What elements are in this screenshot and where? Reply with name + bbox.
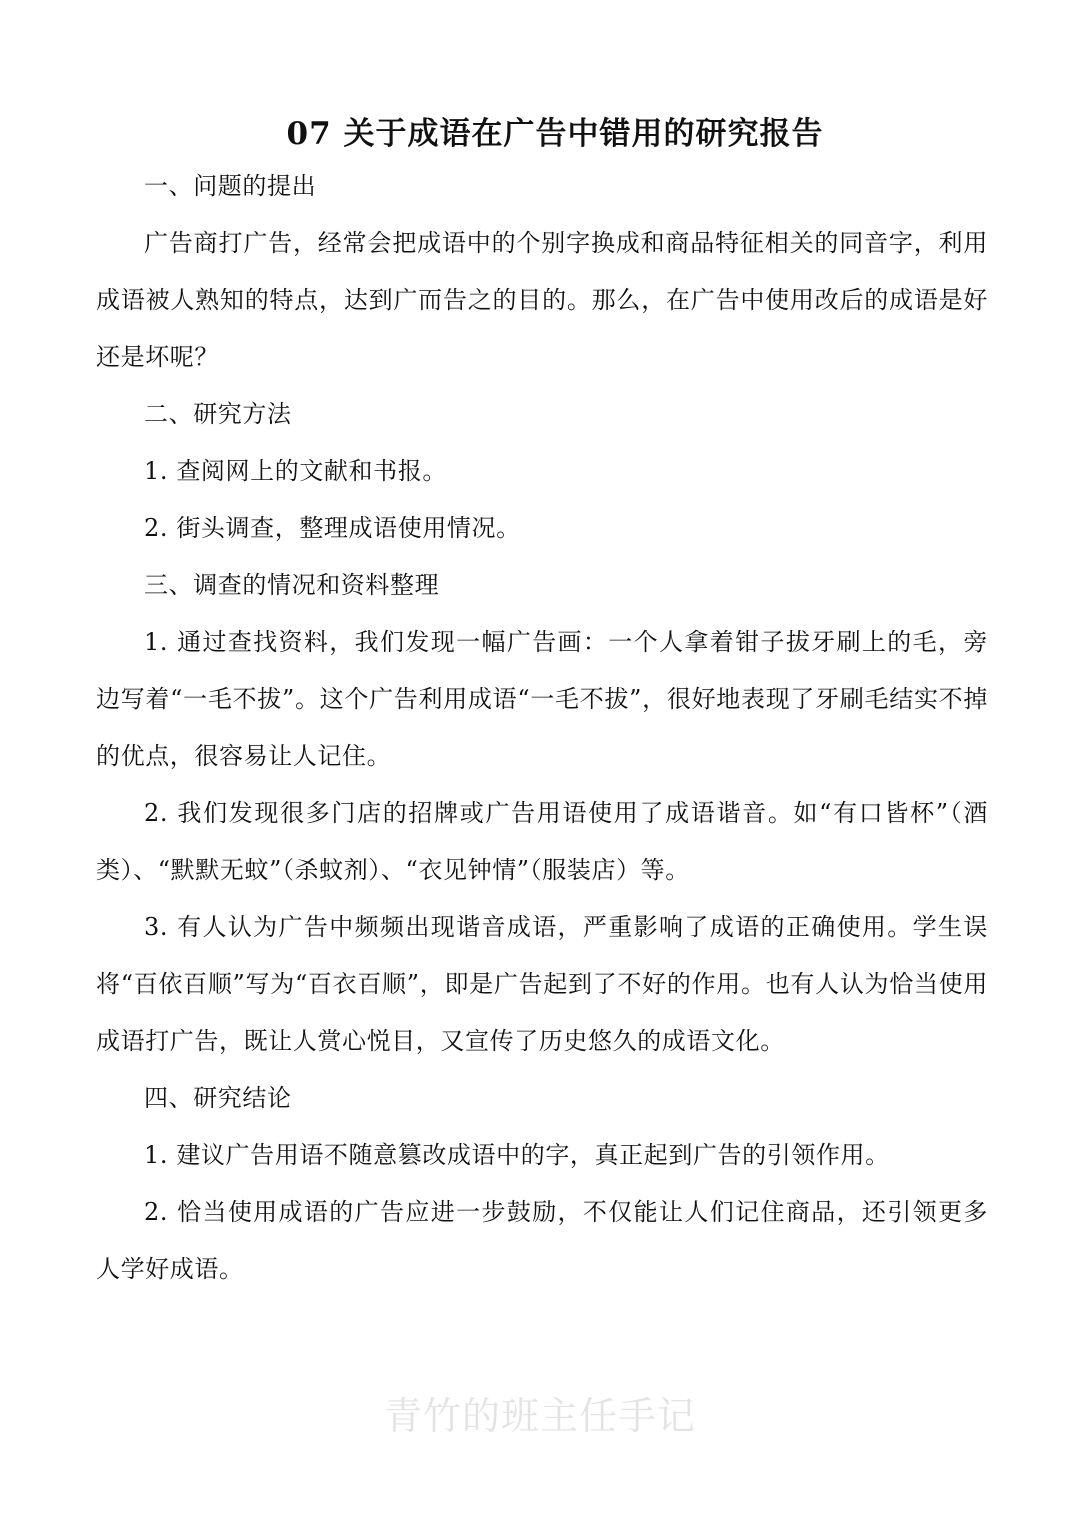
- paragraph: 2. 恰当使用成语的广告应进一步鼓励，不仅能让人们记住商品，还引领更多人学好成语。: [96, 1198, 988, 1283]
- paragraph: 2. 街头调查，整理成语使用情况。: [144, 514, 521, 542]
- document-body: [96, 158, 988, 1298]
- watermark: 青竹的班主任手记: [383, 1394, 696, 1438]
- paragraph: 1. 建议广告用语不随意篡改成语中的字，真正起到广告的引领作用。: [144, 1141, 890, 1169]
- document-title: 07 关于成语在广告中错用的研究报告: [286, 116, 824, 152]
- section-heading-problem: 一、问题的提出: [144, 172, 317, 200]
- paragraph: 1. 通过查找资料，我们发现一幅广告画：一个人拿着钳子拔牙刷上的毛，旁边写着“一毛不拔”。这个广告利用成语“一毛不拔”，很好地表现了牙刷毛结实不掉的优点，很容易让人记住。: [96, 628, 988, 770]
- paragraph: 2. 我们发现很多门店的招牌或广告用语使用了成语谐音。如“有口皆杯”（酒类）、“默默无蚊”（杀蚊剂）、“衣见钟情”（服装店）等。: [96, 799, 988, 884]
- section-heading-conclusion: 四、研究结论: [144, 1084, 292, 1112]
- section-heading-method: 二、研究方法: [144, 400, 292, 428]
- paragraph: 1. 查阅网上的文献和书报。: [144, 457, 447, 485]
- paragraph: 3. 有人认为广告中频频出现谐音成语，严重影响了成语的正确使用。学生误将“百依百顺”写为“百衣百顺”，即是广告起到了不好的作用。也有人认为恰当使用成语打广告，既让人赏心悦目，又宣传了历史悠久的成语文化。: [96, 913, 988, 1055]
- section-heading-survey: 三、调查的情况和资料整理: [144, 571, 440, 599]
- paragraph: 广告商打广告，经常会把成语中的个别字换成和商品特征相关的同音字，利用成语被人熟知的特点，达到广而告之的目的。那么，在广告中使用改后的成语是好还是坏呢？: [96, 229, 988, 371]
